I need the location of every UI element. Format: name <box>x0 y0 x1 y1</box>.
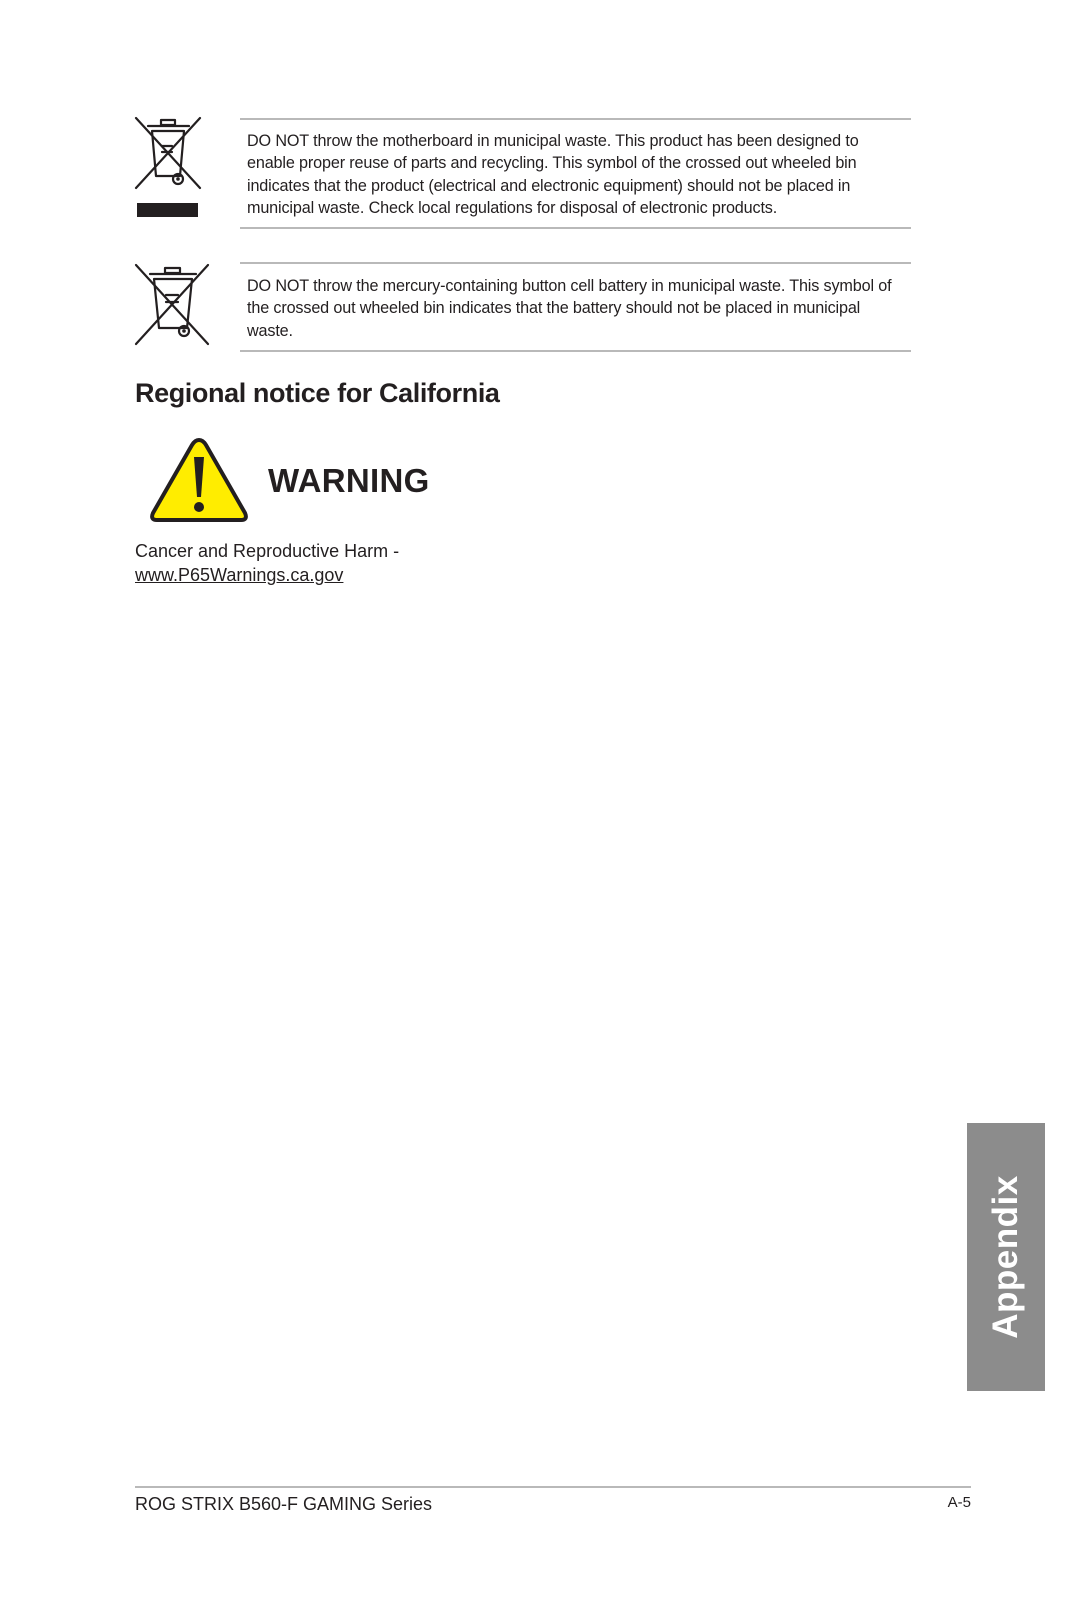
warning-triangle-icon <box>148 435 250 525</box>
crossed-out-wheeled-bin-hg-icon <box>134 262 212 348</box>
p65-warnings-link[interactable]: www.P65Warnings.ca.gov <box>135 565 344 585</box>
crossed-out-wheeled-bin-with-bar-icon <box>134 115 202 220</box>
footer-rule <box>135 1486 971 1488</box>
warning-label: WARNING <box>268 462 430 499</box>
notice-bottom-rule <box>240 227 911 229</box>
page-number: A-5 <box>947 1494 971 1511</box>
notice-bottom-rule <box>240 350 911 352</box>
notice-top-rule <box>240 262 911 264</box>
footer-title: ROG STRIX B560-F GAMING Series <box>135 1494 433 1514</box>
warning-message: Cancer and Reproductive Harm - <box>135 541 400 561</box>
section-heading: Regional notice for California <box>135 378 500 408</box>
notice-text: DO NOT throw the mercury-containing button cell battery in municipal waste. This symbol of the crossed out wheeled bin indicates that the battery should not be placed in municipal waste. <box>247 277 892 340</box>
notice-top-rule <box>240 118 911 120</box>
notice-text: DO NOT throw the motherboard in municipal waste. This product has been designed to enable proper reuse of parts and recycling. This symbol of the crossed out wheeled bin indicates that the product (electrical and electronic equipment) should not be placed in municipal waste. Check local regulations for disposal of electronic products. <box>247 132 859 217</box>
appendix-side-tab <box>967 1123 1045 1391</box>
side-tab-label: Appendix <box>986 1175 1025 1339</box>
warning-message-block <box>135 539 399 587</box>
